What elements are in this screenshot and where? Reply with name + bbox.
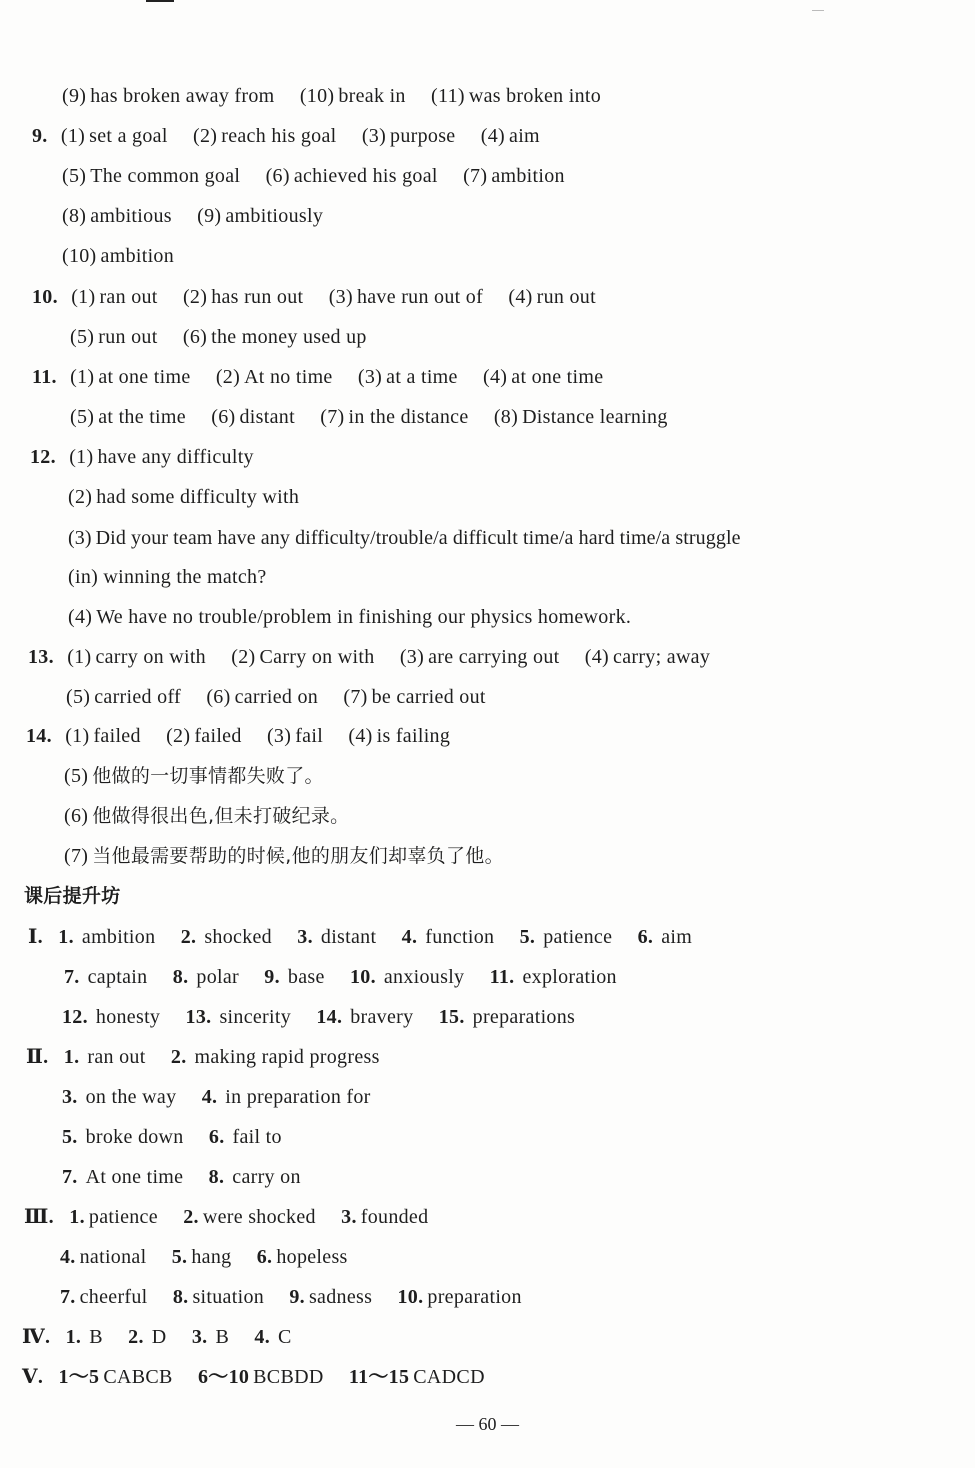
item-number: (5) <box>70 326 95 348</box>
q8-continued-line <box>62 84 621 108</box>
item-number: (9) <box>197 205 222 227</box>
s2-line-4 <box>62 1165 321 1189</box>
item-answer: run out <box>98 326 158 348</box>
item-answer: on the way <box>85 1086 177 1108</box>
q11-item <box>358 366 458 388</box>
q10-item <box>183 286 303 308</box>
s1-item <box>62 1006 160 1028</box>
q13-item <box>343 686 485 708</box>
s1-item <box>186 1006 291 1028</box>
item-number: 4. <box>60 1246 76 1268</box>
q10-item <box>70 326 158 348</box>
q10-item <box>71 286 157 308</box>
s1-line-3 <box>62 1005 595 1029</box>
q12-line-3-cont <box>68 565 267 589</box>
item-number: (3) <box>68 527 92 549</box>
q9-line-3 <box>62 204 343 228</box>
item-number: (8) <box>493 406 519 428</box>
item-answer: aim <box>509 125 540 147</box>
s3-line-3 <box>60 1285 542 1309</box>
item-answer: 他做得很出色,但未打破纪录。 <box>92 805 350 827</box>
item-number: (1) <box>67 646 92 668</box>
item-number: (6) <box>206 686 231 708</box>
s2-item <box>202 1086 371 1108</box>
item-answer: ambition <box>81 926 156 948</box>
item-number: 2. <box>128 1326 144 1348</box>
q9-item <box>62 205 172 227</box>
s1-item <box>520 926 613 948</box>
q14-item <box>65 725 141 747</box>
item-answer: broke down <box>85 1126 184 1148</box>
item-number: (2) <box>68 486 93 508</box>
s3-item <box>341 1206 428 1228</box>
item-number: 5. <box>519 926 536 948</box>
item-answer: exploration <box>522 966 617 988</box>
item-answer: anxiously <box>383 966 465 988</box>
item-answer: ambitiously <box>225 205 324 227</box>
roman-numeral: Ⅳ. <box>22 1326 51 1348</box>
item-answer: bravery <box>350 1006 414 1028</box>
item-number: 1. <box>63 1046 80 1068</box>
item-number: 9. <box>264 966 280 988</box>
q12-line-2 <box>68 485 299 509</box>
item-answer: ran out <box>87 1046 146 1068</box>
q10-line-2 <box>70 325 387 349</box>
s3-item <box>60 1286 148 1308</box>
item-number: 12. <box>62 1006 88 1028</box>
item-number: (7) <box>64 845 89 867</box>
page-number: — 60 — <box>456 1414 519 1434</box>
s3-item <box>69 1206 158 1228</box>
item-answer: ran out <box>99 286 158 308</box>
item-number: 8. <box>208 1166 225 1188</box>
s2-item <box>64 1046 146 1068</box>
item-answer: captain <box>87 966 148 988</box>
q12-line-1 <box>30 445 254 469</box>
item-answer: sadness <box>308 1286 373 1308</box>
item-answer: reach his goal <box>221 125 337 147</box>
q10-item <box>183 326 367 348</box>
item-answer: run out <box>536 286 596 308</box>
item-answer: carry on with <box>95 646 206 668</box>
item-number: 8. <box>172 966 189 988</box>
item-number: 5. <box>62 1126 78 1148</box>
q14-line-3 <box>64 804 349 828</box>
question-number: 13. <box>28 646 54 668</box>
item-number: 6. <box>256 1246 273 1268</box>
item-answer: polar <box>196 966 239 988</box>
s2-line-2 <box>62 1085 391 1109</box>
item-answer: have run out of <box>356 286 484 308</box>
question-number: 10. <box>32 286 58 308</box>
item-answer: shocked <box>204 926 272 948</box>
item-answer: base <box>287 966 325 988</box>
q14-line-2 <box>64 764 324 788</box>
item-number: 6. <box>637 926 654 948</box>
q9-item <box>62 245 174 267</box>
item-number: (1) <box>70 366 95 388</box>
item-answer: situation <box>192 1286 265 1308</box>
item-number: (7) <box>463 165 488 187</box>
item-number: 11～15 <box>348 1366 410 1388</box>
q8-item-10 <box>300 85 406 107</box>
item-number: (11) <box>431 85 465 107</box>
s1-item <box>297 926 376 948</box>
item-number: 9. <box>289 1286 305 1308</box>
item-number: (1) <box>65 725 90 747</box>
item-answer: preparations <box>472 1006 576 1028</box>
q11-item <box>483 366 603 388</box>
s5-item <box>349 1366 485 1388</box>
item-answer: Distance learning <box>522 406 668 428</box>
s1-line-2 <box>64 965 637 989</box>
item-answer: hopeless <box>276 1246 348 1268</box>
s5-item <box>58 1366 172 1388</box>
item-answer: distant <box>239 406 295 428</box>
item-number: (3) <box>266 725 292 747</box>
s5-item <box>198 1366 324 1388</box>
item-answer: C <box>278 1326 292 1348</box>
item-answer: purpose <box>390 125 456 147</box>
item-answer: At no time <box>244 366 333 388</box>
item-number: (1) <box>60 125 86 147</box>
item-number: 14. <box>316 1006 343 1028</box>
item-answer: ambition <box>491 165 565 187</box>
q14-line-1 <box>26 724 470 748</box>
item-answer: is failing <box>376 725 451 747</box>
q11-item <box>494 406 668 428</box>
q13-item <box>66 686 181 708</box>
item-number: 6～10 <box>197 1366 250 1388</box>
s3-item <box>173 1286 264 1308</box>
item-number: (4) <box>584 646 610 668</box>
q14-line-4 <box>64 844 504 868</box>
item-number: (4) <box>348 725 373 747</box>
s1-item <box>490 966 617 988</box>
item-answer: aim <box>661 926 693 948</box>
item-answer: CADCD <box>413 1366 485 1388</box>
s1-item <box>264 966 324 988</box>
question-number: 12. <box>30 446 56 468</box>
item-number: (3) <box>328 286 353 308</box>
roman-numeral: Ⅰ. <box>28 926 43 948</box>
item-answer: at one time <box>98 366 191 388</box>
q11-line-2 <box>70 405 688 429</box>
s4-item <box>128 1326 166 1348</box>
item-number: 1. <box>58 926 74 948</box>
q13-item <box>400 646 560 668</box>
item-number: (2) <box>231 646 256 668</box>
q9-item <box>481 125 540 147</box>
item-number: (6) <box>182 326 208 348</box>
s3-item <box>398 1286 522 1308</box>
item-number: (4) <box>480 125 506 147</box>
item-answer: B <box>215 1326 230 1348</box>
q9-item <box>193 125 337 147</box>
item-answer: at one time <box>511 366 604 388</box>
q11-item <box>320 406 468 428</box>
item-answer: D <box>151 1326 167 1348</box>
q11-item <box>216 366 333 388</box>
s3-item <box>172 1246 232 1268</box>
q12-line-4 <box>68 605 631 629</box>
item-answer: break in <box>338 85 406 107</box>
item-number: (6) <box>265 165 290 187</box>
item-number: (10) <box>62 245 97 267</box>
item-answer: be carried out <box>371 686 486 708</box>
item-number: 3. <box>62 1086 78 1108</box>
item-number: 4. <box>401 926 418 948</box>
item-answer: national <box>79 1246 147 1268</box>
s1-line-1 <box>28 925 712 949</box>
q14-item <box>267 725 323 747</box>
q13-item <box>585 646 710 668</box>
s3-line-2 <box>60 1245 368 1269</box>
q10-item <box>329 286 483 308</box>
item-number: 2. <box>180 926 197 948</box>
s3-item <box>289 1286 372 1308</box>
item-number: (4) <box>68 606 93 628</box>
item-number: 7. <box>62 1166 78 1188</box>
item-answer: At one time <box>85 1166 184 1188</box>
item-answer: BCBDD <box>253 1366 324 1388</box>
q9-item <box>266 165 438 187</box>
item-number: 7. <box>60 1286 76 1308</box>
item-answer: making rapid progress <box>194 1046 380 1068</box>
item-number: 5. <box>171 1246 188 1268</box>
item-number: (1) <box>71 286 96 308</box>
item-number: 7. <box>64 966 80 988</box>
item-number: 3. <box>191 1326 208 1348</box>
item-number: (10) <box>299 85 335 107</box>
item-answer: 他做的一切事情都失败了。 <box>92 765 324 787</box>
item-number: 1. <box>65 1326 82 1348</box>
item-number: 10. <box>349 966 376 988</box>
q13-item <box>67 646 206 668</box>
item-number: 2. <box>170 1046 187 1068</box>
item-number: 10. <box>397 1286 424 1308</box>
s2-item <box>62 1086 176 1108</box>
q14-item <box>166 725 242 747</box>
q9-item <box>61 125 168 147</box>
q8-item-9 <box>62 85 275 107</box>
item-answer: failed <box>194 725 242 747</box>
q9-item <box>463 165 565 187</box>
s3-line-1 <box>24 1205 448 1229</box>
s1-item <box>173 966 239 988</box>
s3-item <box>183 1206 316 1228</box>
s2-item <box>209 1126 282 1148</box>
item-number: 2. <box>183 1206 199 1228</box>
q9-line-4 <box>62 244 194 268</box>
item-answer: the money used up <box>211 326 367 348</box>
s2-item <box>62 1166 183 1188</box>
s3-item <box>257 1246 348 1268</box>
item-answer: at a time <box>386 366 458 388</box>
item-answer: Did your team have any difficulty/trouble/a difficult time/a hard time/a struggle <box>95 527 741 549</box>
item-number: (3) <box>361 125 387 147</box>
roman-numeral: Ⅴ. <box>22 1366 44 1388</box>
q10-item <box>508 286 596 308</box>
q10-line-1 <box>32 285 616 309</box>
item-number: (7) <box>343 686 368 708</box>
item-answer: in the distance <box>348 406 469 428</box>
section-title: 课后提升坊 <box>24 885 121 907</box>
item-number: (9) <box>62 85 87 107</box>
item-answer: was broken into <box>468 85 602 107</box>
s1-item <box>64 966 147 988</box>
item-answer: set a goal <box>89 125 168 147</box>
item-number: 15. <box>438 1006 465 1028</box>
s4-line-1 <box>22 1325 312 1349</box>
s1-item <box>638 926 693 948</box>
item-number: 1. <box>69 1206 85 1228</box>
s2-line-3 <box>62 1125 302 1149</box>
item-number: (5) <box>70 406 95 428</box>
q13-item <box>231 646 374 668</box>
item-number: (6) <box>64 805 89 827</box>
item-answer: carried off <box>94 686 182 708</box>
item-answer: CABCB <box>103 1366 173 1388</box>
item-number: 11. <box>489 966 515 988</box>
s5-line-1 <box>22 1365 505 1389</box>
item-number: (4) <box>508 286 533 308</box>
item-number: 8. <box>172 1286 189 1308</box>
item-answer: Carry on with <box>259 646 375 668</box>
item-answer-continued: (in) winning the match? <box>68 566 267 588</box>
s4-item <box>254 1326 291 1348</box>
s1-item <box>402 926 495 948</box>
question-number: 14. <box>26 725 52 747</box>
s2-line-1 <box>26 1045 400 1069</box>
item-number: (2) <box>215 366 241 388</box>
item-answer: achieved his goal <box>293 165 438 187</box>
item-answer: founded <box>360 1206 429 1228</box>
s4-item <box>66 1326 103 1348</box>
s1-item <box>350 966 464 988</box>
s3-item <box>60 1246 146 1268</box>
question-number: 11. <box>32 366 57 388</box>
item-answer: carry; away <box>613 646 711 668</box>
item-number: 3. <box>341 1206 357 1228</box>
item-answer: B <box>89 1326 103 1348</box>
s1-item <box>58 926 155 948</box>
item-answer: preparation <box>427 1286 522 1308</box>
item-number: (5) <box>64 765 89 787</box>
s2-item <box>62 1126 184 1148</box>
q9-item <box>62 165 240 187</box>
item-answer: has run out <box>211 286 304 308</box>
s4-item <box>192 1326 229 1348</box>
item-answer: honesty <box>95 1006 161 1028</box>
item-answer: patience <box>88 1206 158 1228</box>
s1-item <box>316 1006 413 1028</box>
q9-line-1 <box>32 124 560 148</box>
q13-line-1 <box>28 645 730 669</box>
item-number: (1) <box>69 446 94 468</box>
q11-item <box>70 366 190 388</box>
item-answer: have any difficulty <box>97 446 254 468</box>
item-answer: patience <box>543 926 613 948</box>
item-answer: carried on <box>234 686 319 708</box>
item-answer: cheerful <box>79 1286 148 1308</box>
q13-item <box>206 686 318 708</box>
q9-line-2 <box>62 164 585 188</box>
item-answer: ambitious <box>90 205 172 227</box>
item-number: (2) <box>166 725 191 747</box>
item-number: (8) <box>62 205 87 227</box>
item-answer: are carrying out <box>428 646 560 668</box>
item-answer: ambition <box>100 245 175 267</box>
q11-item <box>211 406 295 428</box>
item-number: 13. <box>185 1006 212 1028</box>
roman-numeral: Ⅱ. <box>26 1046 49 1068</box>
item-number: (6) <box>211 406 236 428</box>
item-answer: 当他最需要帮助的时候,他的朋友们却辜负了他。 <box>92 845 504 867</box>
item-number: 3. <box>297 926 313 948</box>
item-answer: fail to <box>232 1126 282 1148</box>
item-answer: distant <box>320 926 377 948</box>
item-answer: in preparation for <box>225 1086 371 1108</box>
item-answer: has broken away from <box>90 85 275 107</box>
item-answer: failed <box>93 725 141 747</box>
s1-item <box>439 1006 575 1028</box>
item-number: (7) <box>320 406 345 428</box>
item-number: (4) <box>483 366 508 388</box>
q11-line-1 <box>32 365 623 389</box>
s1-item <box>181 926 272 948</box>
q14-item <box>348 725 450 747</box>
item-answer: sincerity <box>219 1006 292 1028</box>
item-answer: The common goal <box>90 165 241 187</box>
item-number: (3) <box>399 646 425 668</box>
q8-item-11 <box>431 85 601 107</box>
q9-item <box>362 125 456 147</box>
q9-item <box>197 205 323 227</box>
item-number: 1～5 <box>58 1366 100 1388</box>
q11-item <box>70 406 186 428</box>
roman-numeral: Ⅲ. <box>24 1206 54 1228</box>
item-number: (2) <box>193 125 218 147</box>
question-number: 9. <box>32 125 48 147</box>
item-number: (5) <box>66 686 91 708</box>
s2-item <box>171 1046 380 1068</box>
item-answer: carry on <box>232 1166 301 1188</box>
item-number: 4. <box>201 1086 218 1108</box>
item-number: (2) <box>182 286 208 308</box>
s2-item <box>209 1166 301 1188</box>
item-number: (3) <box>357 366 383 388</box>
item-answer: were shocked <box>202 1206 316 1228</box>
item-answer: We have no trouble/problem in finishing our physics homework. <box>96 606 632 628</box>
item-number: 4. <box>254 1326 271 1348</box>
q12-line-3 <box>68 526 741 550</box>
item-answer: fail <box>295 725 324 747</box>
item-number: (5) <box>62 165 87 187</box>
item-answer: at the time <box>98 406 186 428</box>
item-answer: function <box>425 926 495 948</box>
item-answer: hang <box>191 1246 232 1268</box>
q13-line-2 <box>66 685 506 709</box>
item-answer: had some difficulty with <box>96 486 300 508</box>
item-number: 6. <box>208 1126 225 1148</box>
